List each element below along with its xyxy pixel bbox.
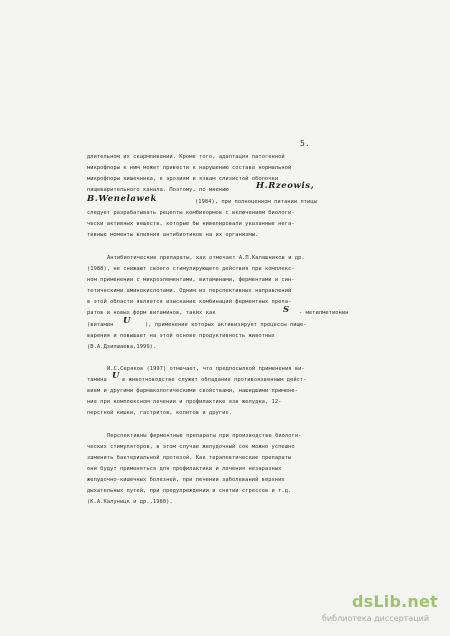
text-line: Перспективны ферментные препараты при производстве биологи- <box>107 433 302 439</box>
text-line: в животноводстве служит обладание противоязвенным дейст- <box>122 377 307 383</box>
text-line: тетическими аминокислотами. Одним из перспективных направлений <box>87 288 292 294</box>
text-line: дыхательных путей, при предупреждении и снятии стрессов и т.д. <box>87 488 292 494</box>
text-line: чески активных веществ, которые бы нивелировали указанные нега- <box>87 221 295 227</box>
text-line: ), применение которых активизирует процессы пище- <box>145 322 307 328</box>
handwritten-author-2: B.Wenelawek <box>87 194 157 204</box>
handwritten-u: U <box>112 371 121 381</box>
text-line: желудочно-кишечных болезней, при лечении заболеваний верхних <box>87 477 285 483</box>
text-line: тамина <box>87 377 107 383</box>
text-line: ном применении с микроэлементами, витаминами, ферментами и син- <box>87 277 295 283</box>
text-line: (1984), при полноценном питании птицы <box>195 199 317 205</box>
text-line: ние при комплексном лечении и профилактике язв желудка, 12- <box>87 399 282 405</box>
page-number: 5. <box>300 139 310 148</box>
text-line: тивные моменты влияния антибиотиков на их организмы. <box>87 232 259 238</box>
text-line: ратов и новых форм витаминов, таких как <box>87 310 216 316</box>
text-line: (витамин <box>87 322 114 328</box>
text-line: перстной кишки, гастритов, колитов и других. <box>87 410 232 416</box>
site-watermark <box>322 592 450 632</box>
text-line: длительном их скармливании. Кроме того, адаптация патогенной <box>87 154 285 160</box>
text-line: микрофлоры кишечника, к эрозиям и язвам слизистой оболочки <box>87 176 279 182</box>
text-line: Антибиотические препараты, как отмечает А.П.Калашников и др. <box>107 255 305 261</box>
text-line: (1988), не снижают своего стимулирующего действия при комплекс- <box>87 266 295 272</box>
text-line: следует разрабатывать рецепты комбикормов с включением биологи- <box>87 210 295 216</box>
text-line: они будут применяться для профилактики и лечения незаразных <box>87 466 282 472</box>
handwritten-s: S <box>283 305 290 315</box>
handwritten-u: U <box>123 316 132 326</box>
handwritten-author-1: H.Rzeowis, <box>256 181 315 191</box>
text-line: заменить бактериальной протезой. Как терапевтические препараты <box>87 455 292 461</box>
text-line: микрофлоры к ним может привести к нарушению состава нормальной <box>87 165 292 171</box>
text-line: (В.А.Дзипшаева,1999). <box>87 344 157 350</box>
watermark-logo: dsLib.net <box>352 592 438 611</box>
text-line: И.С.Серяков (1997) отмечает, что предпосылкой применения ви- <box>107 366 305 372</box>
text-line: вием и другими фармакологическими свойствами, нашедшими примене- <box>87 388 298 394</box>
text-line: ческих стимуляторов, в этом случае желудочный сок можно успешно <box>87 444 295 450</box>
text-line: (К.А.Калуницк и др.,1980). <box>87 499 173 505</box>
text-line: пищеварительного канала. Поэтому, по мнению <box>87 187 229 193</box>
text-line: в этой области является изыскание комбинаций ферментных препа- <box>87 299 292 305</box>
text-line: варения и повышает на этой основе продуктивность животных <box>87 333 275 339</box>
watermark-subtitle: библиотека диссертаций <box>322 614 430 623</box>
text-line: - метилметионин <box>299 310 349 316</box>
